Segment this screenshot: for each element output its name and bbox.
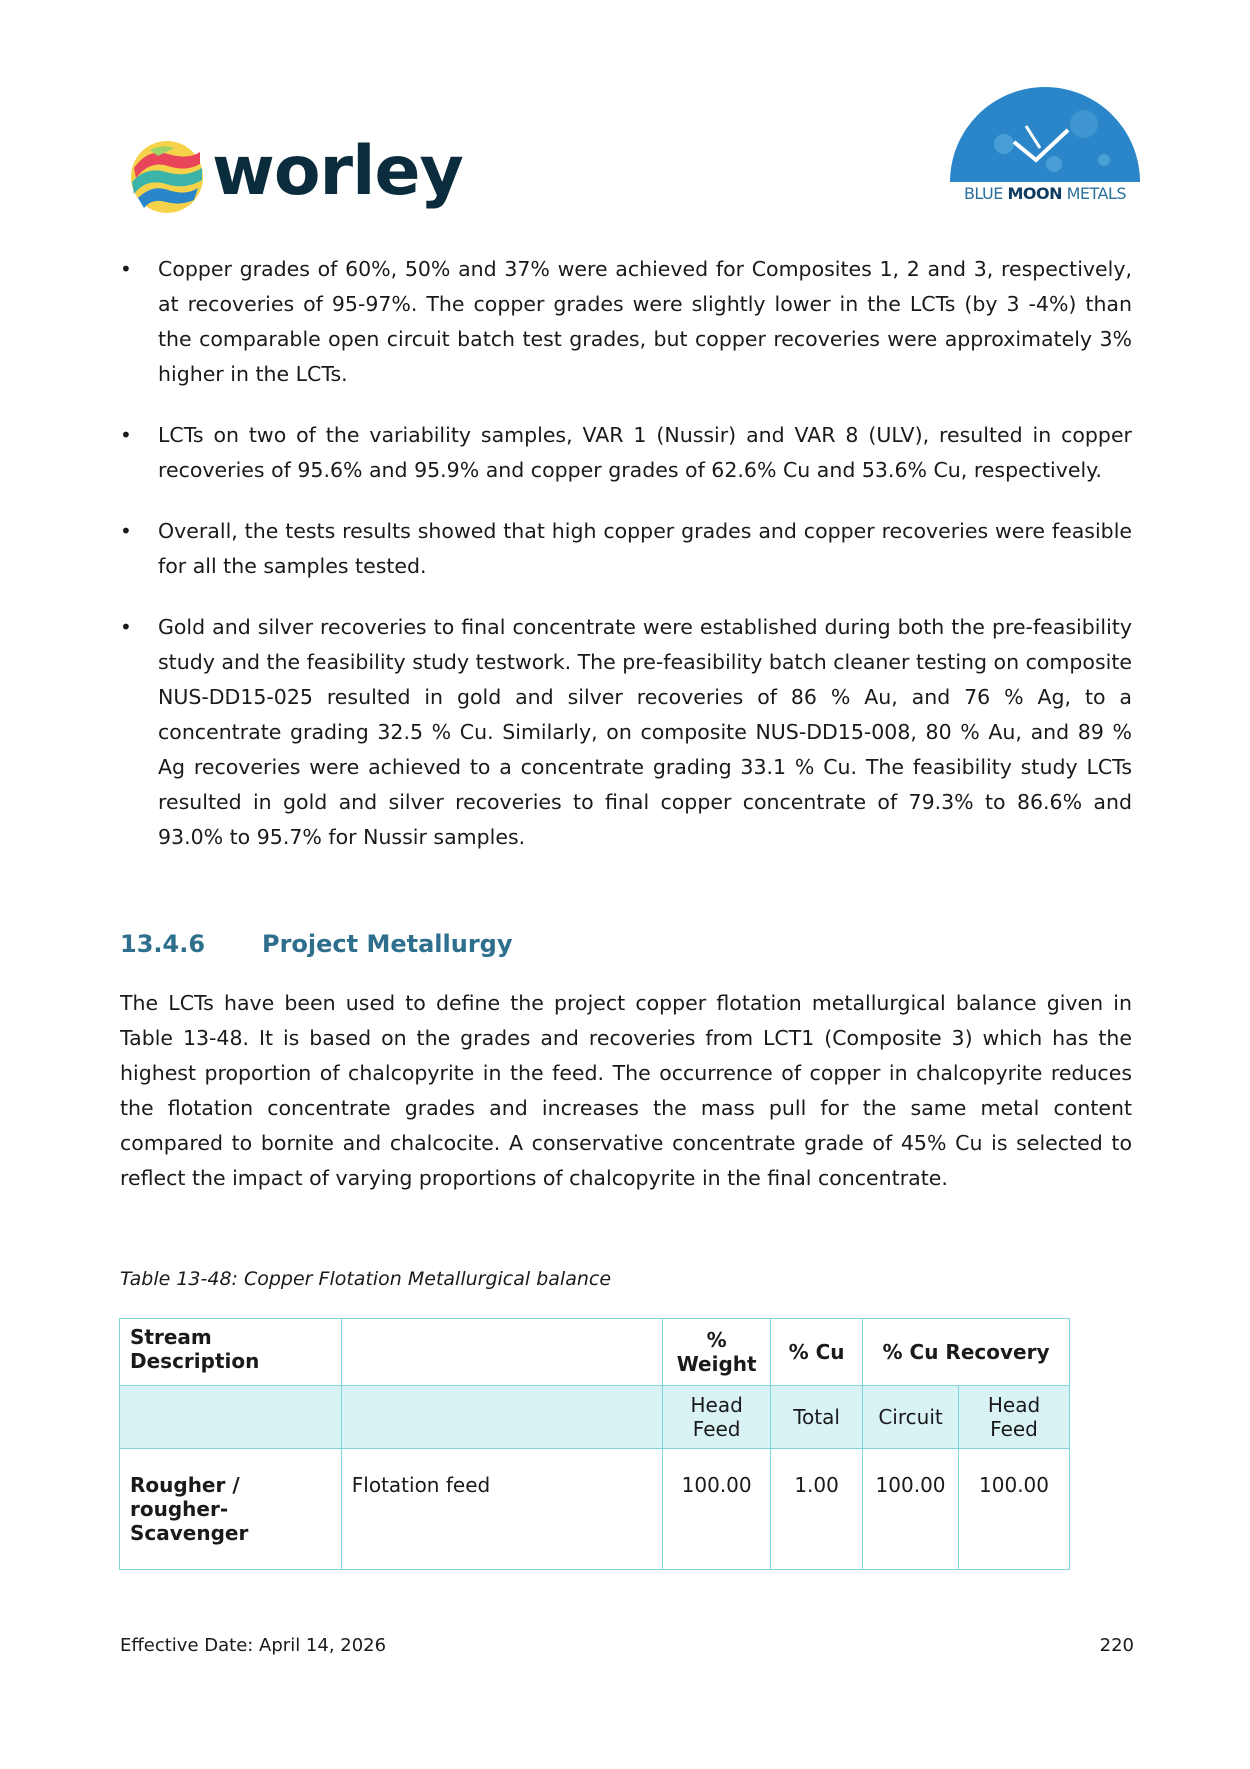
blue-moon-metals-wordmark — [944, 184, 1146, 203]
cell-recovery-circuit: 100.00 — [863, 1449, 959, 1570]
bullet-item: • LCTs on two of the variability samples, VAR 1 (Nussir) and VAR 8 (ULV), resulted in copper recoveries of 95.6% and 95.9% and copper grades of 62.6% Cu and 53.6% Cu, respectively. — [120, 418, 1132, 488]
worley-swirl-icon — [128, 138, 206, 216]
moon-icon — [944, 84, 1146, 184]
worley-logo — [128, 132, 463, 228]
header-cu: % Cu — [771, 1319, 863, 1386]
bullet-item: • Copper grades of 60%, 50% and 37% were achieved for Composites 1, 2 and 3, respectively, at recoveries of 95-97%. The copper grades were slightly lower in the LCTs (by 3 -4%) than the comparable open circuit batch test grades, but copper recoveries were approximately 3% higher in the LCTs. — [120, 252, 1132, 392]
section-number: 13.4.6 — [120, 930, 206, 958]
section-title: Project Metallurgy — [262, 930, 513, 958]
header-weight: % Weight — [663, 1319, 771, 1386]
subheader-total: Total — [771, 1386, 863, 1449]
brand-word-blue: BLUE — [963, 184, 1003, 203]
bullet-list — [120, 252, 1132, 881]
cell-stream: Rougher / rougher-Scavenger — [120, 1449, 342, 1570]
table-subheader-row — [120, 1386, 1070, 1449]
brand-word-moon: MOON — [1007, 184, 1062, 203]
subheader-head-feed: Head Feed — [663, 1386, 771, 1449]
header-stream-description: Stream Description — [120, 1319, 342, 1386]
worley-wordmark: worley — [212, 132, 463, 211]
footer-page-number: 220 — [1099, 1635, 1134, 1656]
brand-word-metals: METALS — [1066, 184, 1127, 203]
blue-moon-metals-logo — [944, 84, 1146, 214]
footer-effective-date: Effective Date: April 14, 2026 — [120, 1635, 387, 1656]
bullet-item: • Overall, the tests results showed that high copper grades and copper recoveries were feasible for all the samples tested. — [120, 514, 1132, 584]
metallurgical-balance-table — [119, 1318, 1070, 1570]
header-cu-recovery: % Cu Recovery — [863, 1319, 1070, 1386]
cell-weight: 100.00 — [663, 1449, 771, 1570]
cell-cu: 1.00 — [771, 1449, 863, 1570]
cell-recovery-head: 100.00 — [959, 1449, 1070, 1570]
header-blank — [341, 1319, 662, 1386]
cell-description: Flotation feed — [341, 1449, 662, 1570]
bullet-item: • Gold and silver recoveries to final concentrate were established during both the pre-feasibility study and the feasibility study testwork. The pre-feasibility batch cleaner testing on composite NUS-DD15-025 resulted in gold and silver recoveries of 86 % Au, and 76 % Ag, to a concentrate grading 32.5 % Cu. Similarly, on composite NUS-DD15-008, 80 % Au, and 89 % Ag recoveries were achieved to a concentrate grading 33.1 % Cu. The feasibility study LCTs resulted in gold and silver recoveries to final copper concentrate of 79.3% to 86.6% and 93.0% to 95.7% for Nussir samples. — [120, 610, 1132, 855]
subheader-circuit: Circuit — [863, 1386, 959, 1449]
table-header-row — [120, 1319, 1070, 1386]
section-heading — [120, 930, 513, 958]
subheader-blank — [341, 1386, 662, 1449]
table-row — [120, 1449, 1070, 1570]
table-caption: Table 13-48: Copper Flotation Metallurgical balance — [120, 1268, 612, 1290]
section-paragraph: The LCTs have been used to define the project copper flotation metallurgical balance given in Table 13-48. It is based on the grades and recoveries from LCT1 (Composite 3) which has the highest proportion of chalcopyrite in the feed. The occurrence of copper in chalcopyrite reduces the flotation concentrate grades and increases the mass pull for the same metal content compared to bornite and chalcocite. A conservative concentrate grade of 45% Cu is selected to reflect the impact of varying proportions of chalcopyrite in the final concentrate. — [120, 991, 1132, 1190]
subheader-head-feed-recovery: Head Feed — [959, 1386, 1070, 1449]
subheader-blank — [120, 1386, 342, 1449]
